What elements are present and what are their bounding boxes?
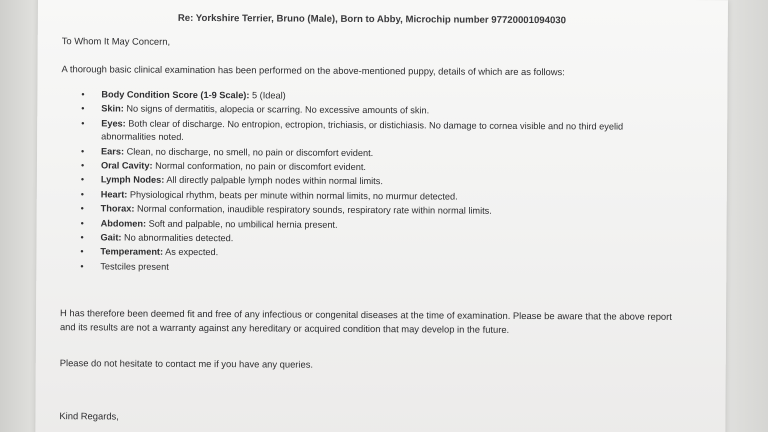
finding-text: Normal conformation, inaudible respiratory sounds, respiratory rate within normal limits. <box>134 203 492 217</box>
bullet-icon: • <box>80 203 84 214</box>
finding-text: Normal conformation, no pain or discomfort evident. <box>152 160 367 173</box>
bullet-icon: • <box>81 89 85 100</box>
bullet-icon: • <box>81 118 85 129</box>
finding-text: Both clear of discharge. No entropion, ectropion, trichiasis, or distichiasis. No damage to cornea visible and no third eyelid abnormalities noted. <box>101 118 624 143</box>
letter-conclusion: H has therefore been deemed fit and free of any infectious or congenital diseases at the time of examination. Please be aware that the above report and its results are not a warranty against any hereditary or acquired condition that may develop in the future. <box>59 307 672 335</box>
letter-intro: A thorough basic clinical examination has been performed on the above-mentioned puppy, details of which are as follows: <box>61 63 565 78</box>
letter-salutation: To Whom It May Concern, <box>61 35 171 47</box>
bullet-icon: • <box>80 246 84 257</box>
bullet-icon: • <box>80 160 85 171</box>
letter-page <box>35 0 728 432</box>
finding-label: Gait: <box>100 232 122 243</box>
bullet-icon: • <box>80 232 84 243</box>
finding-text: As expected. <box>163 247 219 258</box>
bullet-icon: • <box>81 145 85 156</box>
examination-findings-list <box>80 88 661 278</box>
finding-item <box>81 117 661 147</box>
letter-closing: Kind Regards, <box>59 410 119 422</box>
finding-text: No abnormalities detected. <box>121 232 234 244</box>
finding-label: Lymph Nodes: <box>100 174 165 186</box>
bullet-icon: • <box>80 174 85 185</box>
finding-text: No signs of dermatitis, alopecia or scarring. No excessive amounts of skin. <box>123 103 430 116</box>
finding-text: Physiological rhythm, beats per minute within normal limits, no murmur detected. <box>127 189 458 202</box>
background-left <box>0 0 40 432</box>
finding-text: Testciles present <box>100 261 169 272</box>
bullet-icon: • <box>81 103 85 114</box>
finding-text: Clean, no discharge, no smell, no pain or discomfort evident. <box>124 146 374 158</box>
finding-label: Heart: <box>100 189 128 200</box>
bullet-icon: • <box>80 261 84 272</box>
finding-label: Temperament: <box>100 246 164 258</box>
finding-label: Skin: <box>101 103 124 114</box>
letter-contact-line: Please do not hesitate to contact me if you have any queries. <box>59 357 314 370</box>
finding-label: Oral Cavity: <box>100 160 153 171</box>
finding-text: All directly palpable lymph nodes within normal limits. <box>164 175 383 187</box>
finding-label: Abdomen: <box>100 218 147 229</box>
finding-item <box>80 260 660 277</box>
letter-subject: Re: Yorkshire Terrier, Bruno (Male), Born to Abby, Microchip number 97720001094030 <box>177 12 567 27</box>
finding-text: Soft and palpable, no umbilical hernia present. <box>146 218 338 230</box>
finding-text: 5 (Ideal) <box>249 90 286 101</box>
finding-label: Eyes: <box>101 118 126 129</box>
finding-label: Thorax: <box>100 203 135 214</box>
finding-label: Body Condition Score (1-9 Scale): <box>101 89 250 101</box>
bullet-icon: • <box>80 189 84 200</box>
bullet-icon: • <box>80 217 84 228</box>
finding-label: Ears: <box>101 146 125 157</box>
